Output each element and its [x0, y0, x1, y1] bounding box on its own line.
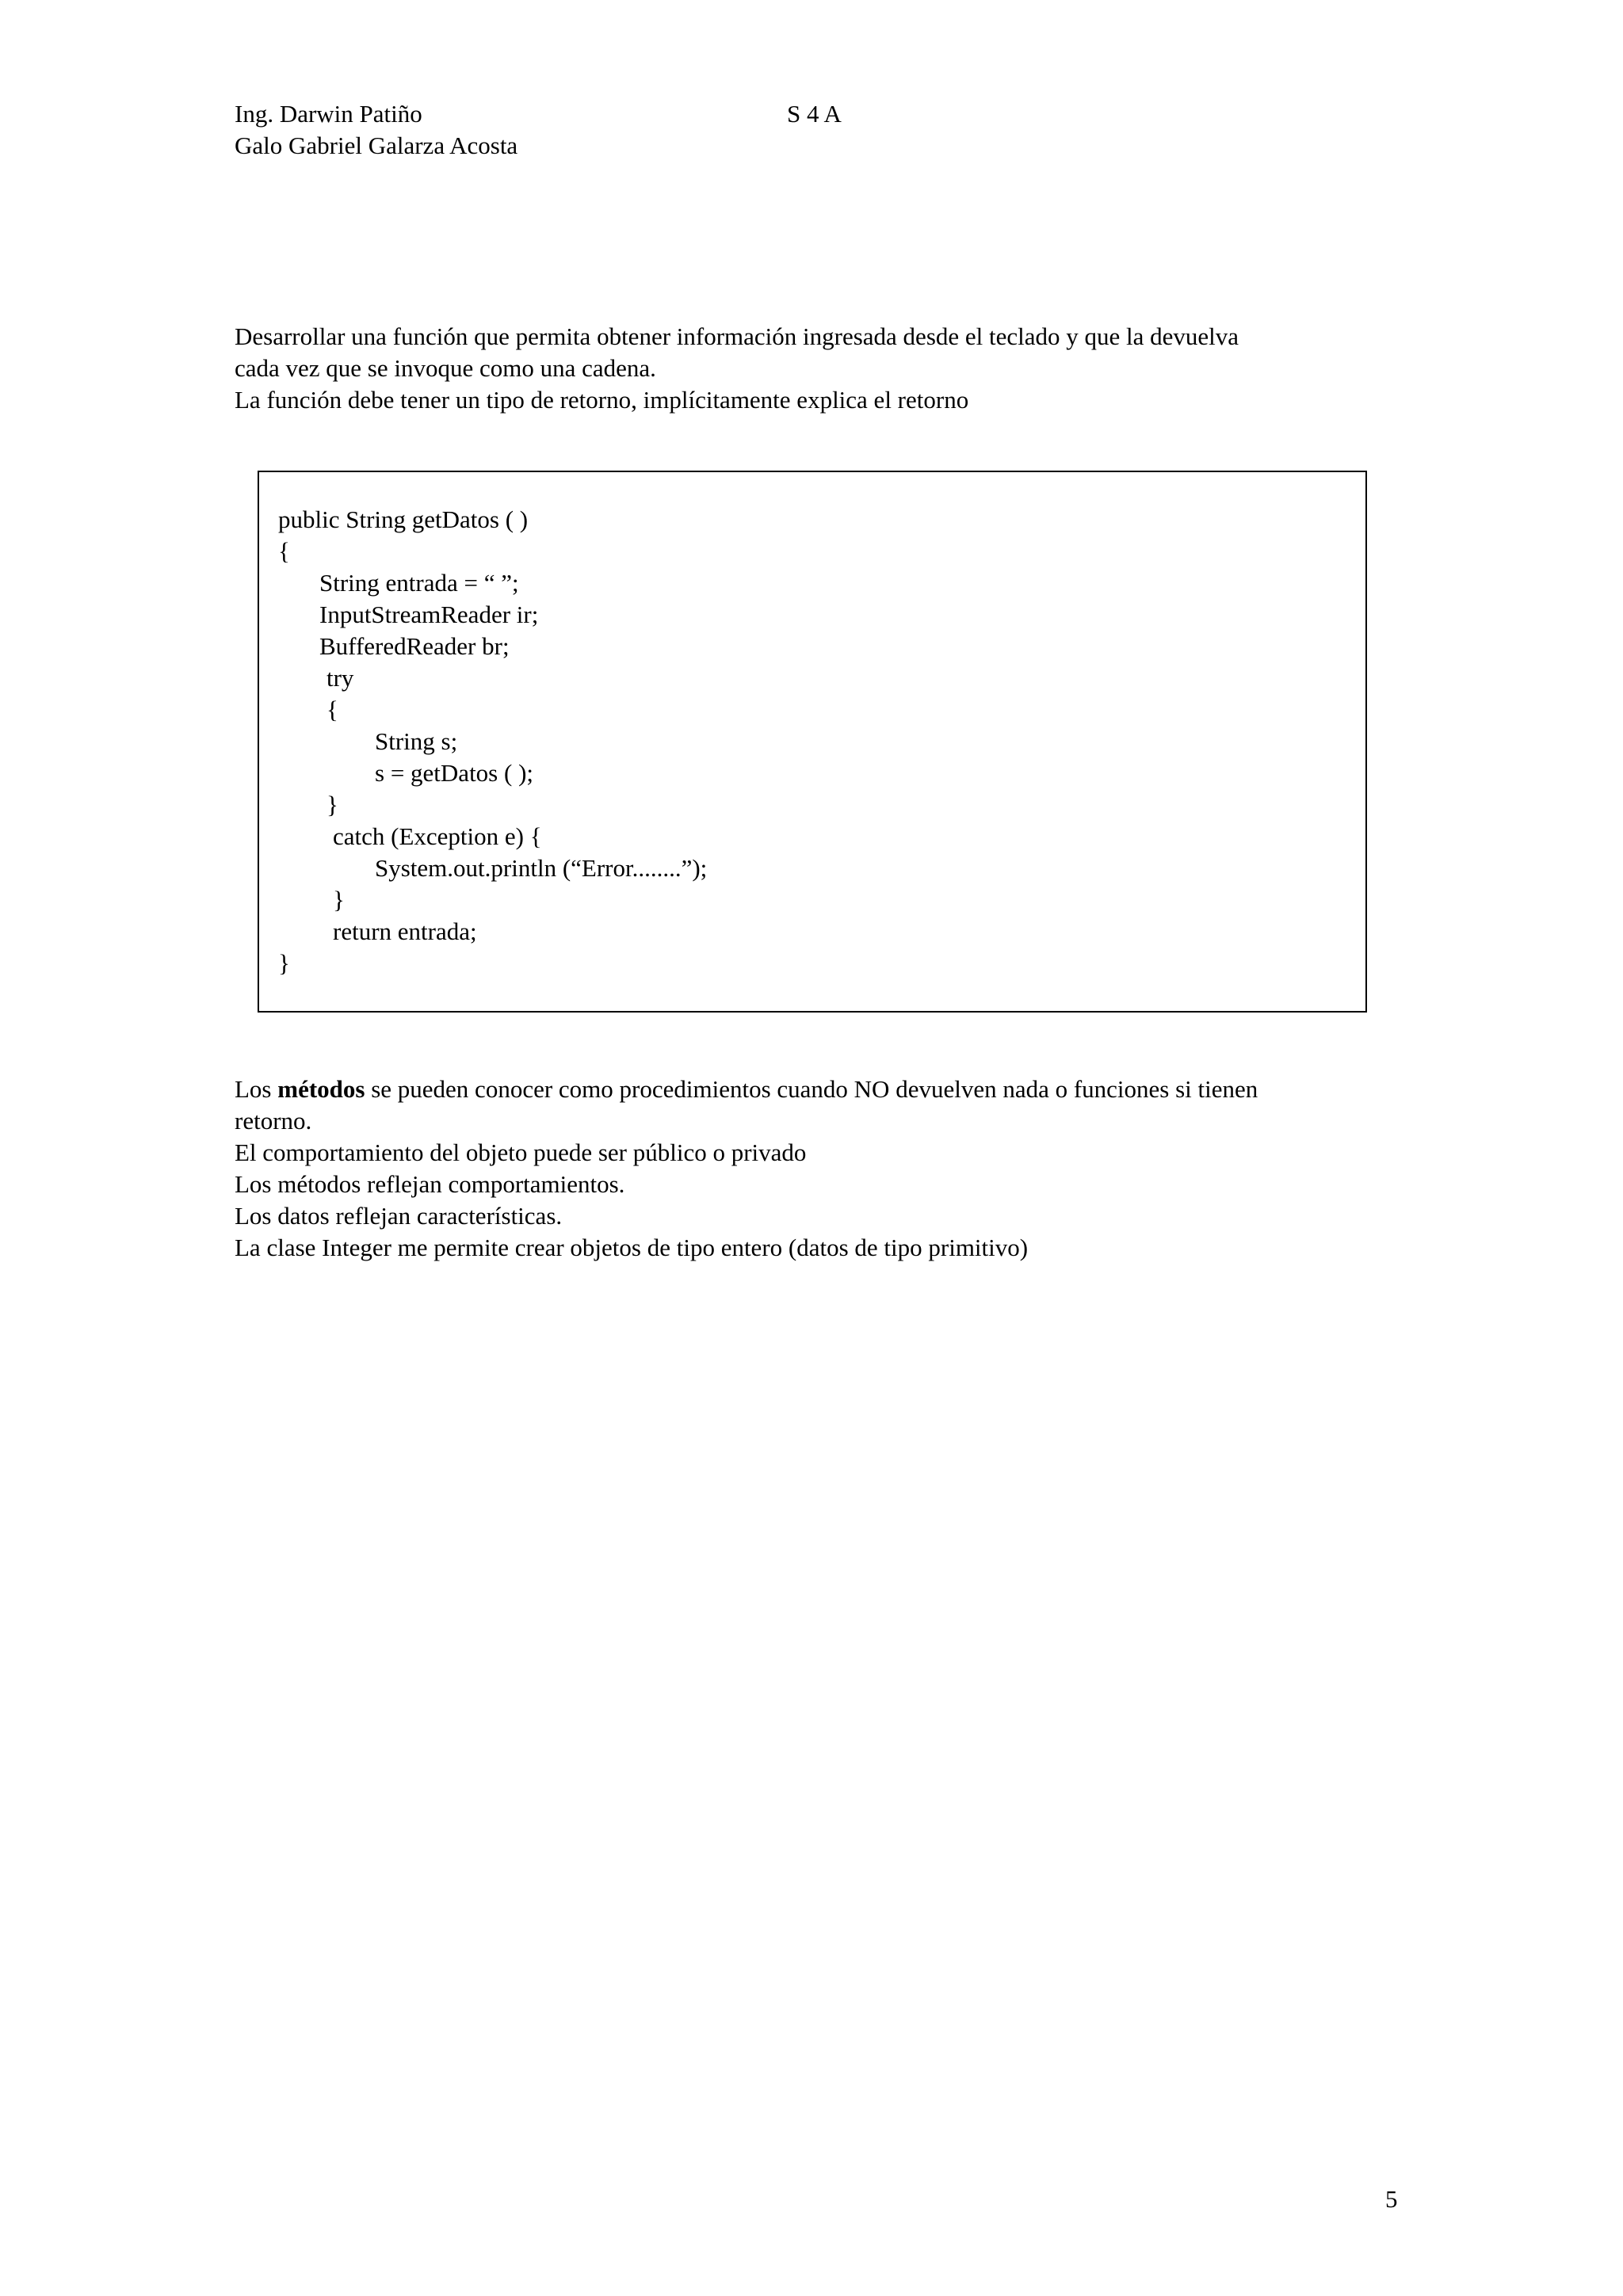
- intro-line-3: La función debe tener un tipo de retorno, implícitamente explica el retorno: [235, 386, 969, 414]
- code-line: {: [327, 696, 338, 723]
- code-line: catch (Exception e) {: [333, 822, 542, 850]
- header-author-line-2: Galo Gabriel Galarza Acosta: [235, 132, 518, 159]
- code-line: System.out.println (“Error........”);: [375, 854, 708, 882]
- header-author-line-1: Ing. Darwin Patiño: [235, 100, 422, 128]
- code-line: s = getDatos ( );: [375, 759, 534, 787]
- notes-line-3: El comportamiento del objeto puede ser público o privado: [235, 1138, 807, 1166]
- code-line: }: [278, 949, 290, 977]
- code-line: public String getDatos ( ): [278, 505, 529, 533]
- code-line: try: [327, 664, 354, 692]
- notes-line-5: Los datos reflejan características.: [235, 1202, 563, 1230]
- notes-line-1-suffix: se pueden conocer como procedimientos cuando NO devuelven nada o funciones si tienen: [365, 1075, 1258, 1103]
- notes-line-4: Los métodos reflejan comportamientos.: [235, 1170, 625, 1198]
- notes-line-6: La clase Integer me permite crear objetos de tipo entero (datos de tipo primitivo): [235, 1234, 1029, 1261]
- notes-line-1-bold: métodos: [277, 1075, 365, 1103]
- code-line: {: [278, 537, 290, 565]
- code-line: return entrada;: [333, 917, 477, 945]
- intro-line-2: cada vez que se invoque como una cadena.: [235, 354, 656, 382]
- notes-line-1-prefix: Los: [235, 1075, 278, 1103]
- notes-line-2: retorno.: [235, 1107, 312, 1135]
- code-line: }: [327, 791, 338, 818]
- notes-line-1: [235, 1074, 1258, 1105]
- code-line: InputStreamReader ir;: [319, 601, 539, 628]
- code-line: String s;: [375, 727, 458, 755]
- page-number: 5: [1385, 2185, 1398, 2213]
- code-block: [258, 471, 1367, 1013]
- code-line: BufferedReader br;: [319, 632, 510, 660]
- intro-line-1: Desarrollar una función que permita obtener información ingresada desde el teclado y que la devuelva: [235, 322, 1239, 350]
- header-section: S 4 A: [787, 100, 842, 128]
- code-line: }: [333, 886, 345, 913]
- code-line: String entrada = “ ”;: [319, 569, 519, 597]
